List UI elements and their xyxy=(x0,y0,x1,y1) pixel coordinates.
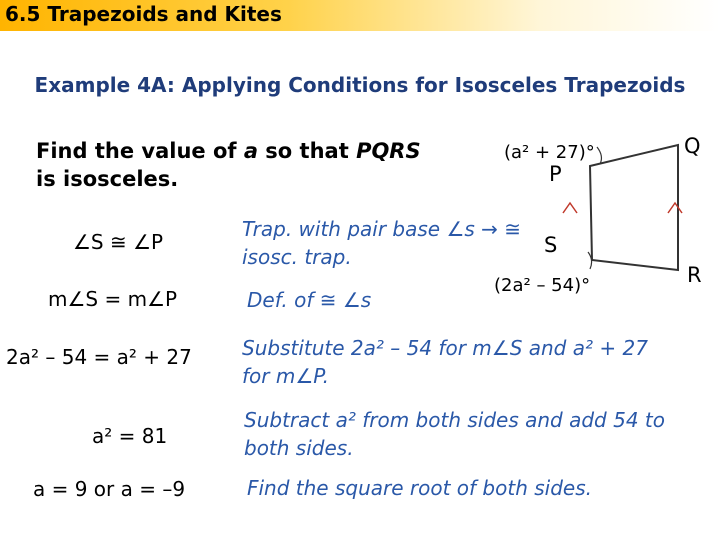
angle-p-label: (a² + 27)° xyxy=(504,142,595,163)
slide-header xyxy=(0,0,720,31)
header-title: 6.5 Trapezoids and Kites xyxy=(5,2,282,26)
step-1-statement xyxy=(73,230,163,254)
step-3-reason xyxy=(242,334,652,390)
step-4-reason xyxy=(244,406,694,462)
problem-text-2: so that xyxy=(258,139,357,163)
tick-mark-right xyxy=(668,203,682,213)
step-5-reason xyxy=(247,474,592,502)
vertex-q: Q xyxy=(684,134,701,158)
step-2-text: m∠S = m∠P xyxy=(48,287,178,311)
step-1-reason-text: Trap. with pair base ∠s → ≅ isosc. trap. xyxy=(242,217,522,269)
step-5-statement xyxy=(33,477,185,501)
example-title-text: Example 4A: Applying Conditions for Isosceles Trapezoids xyxy=(34,73,686,97)
angle-arc-p xyxy=(597,147,601,164)
step-3-statement xyxy=(6,345,192,369)
trapezoid-shape xyxy=(590,145,678,270)
angle-s-label: (2a² – 54)° xyxy=(494,275,591,296)
step-5-reason-text: Find the square root of both sides. xyxy=(247,476,592,500)
step-2-reason xyxy=(247,286,371,314)
step-2-statement xyxy=(48,287,177,311)
step-3-text: 2a² – 54 = a² + 27 xyxy=(6,345,192,369)
step-4-statement xyxy=(92,424,167,448)
example-title xyxy=(0,71,720,99)
step-1-text: ∠S ≅ ∠P xyxy=(73,230,164,254)
problem-variable: a xyxy=(243,139,258,163)
step-4-reason-text: Subtract a² from both sides and add 54 to both sides. xyxy=(244,408,665,460)
step-5-text: a = 9 or a = –9 xyxy=(33,477,186,501)
problem-statement xyxy=(36,137,421,193)
problem-text-1: Find the value of xyxy=(36,139,244,163)
problem-shape: PQRS xyxy=(356,139,421,163)
vertex-s: S xyxy=(544,233,558,257)
step-3-reason-text: Substitute 2a² – 54 for m∠S and a² + 27 for m∠P. xyxy=(242,336,648,388)
vertex-p: P xyxy=(549,162,562,186)
step-2-reason-text: Def. of ≅ ∠s xyxy=(247,288,372,312)
problem-text-3: is isosceles. xyxy=(36,167,179,191)
vertex-r: R xyxy=(687,263,702,287)
tick-mark-left xyxy=(563,203,577,213)
step-4-text: a² = 81 xyxy=(92,424,168,448)
